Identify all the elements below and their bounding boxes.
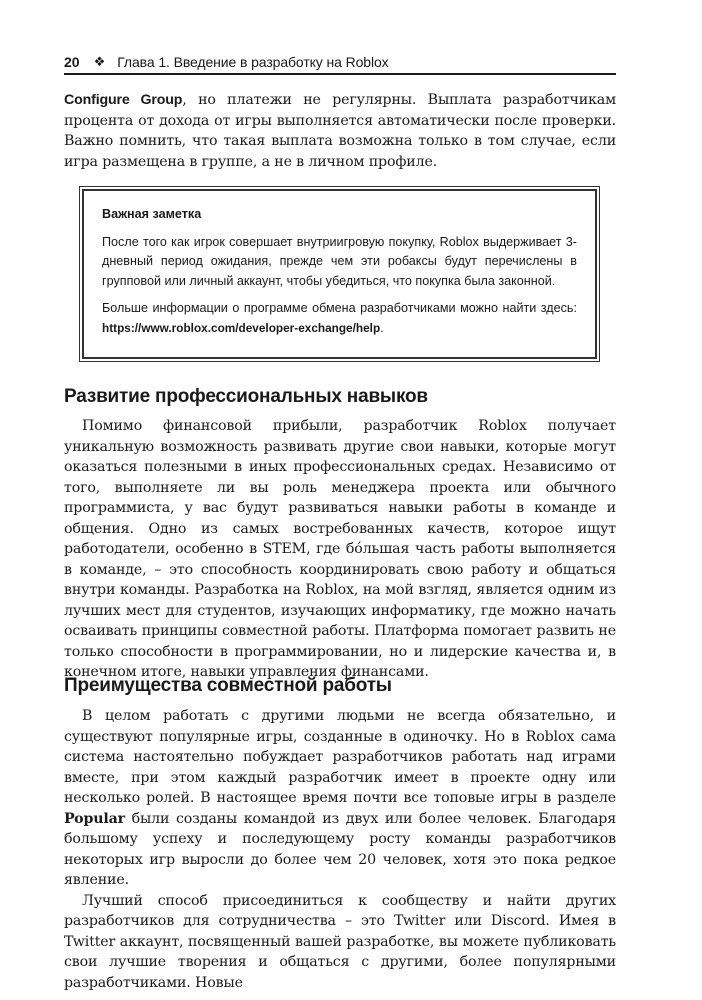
section2-p1-after: были созданы командой из двух или более человек. Благодаря большому успеху и последующему росту команды разработчиков некоторых игр выросли до более чем 20 человек, хотя это пока редкое явление. xyxy=(64,810,616,888)
page-number: 20 xyxy=(64,54,80,70)
section2-body xyxy=(64,706,616,993)
section2-paragraph-1 xyxy=(64,706,616,891)
section-heading-professional-skills: Развитие профессиональных навыков xyxy=(64,386,428,407)
section2-p1-before: В целом работать с другими людьми не всегда обязательно, и существуют популярные игры, созданные в одиночку. Но в Roblox сама система настоятельно побуждает разработчиков работать над играми вместе, при этом каждый разработчик имеет в проекте одну или несколько ролей. В настоящее время почти все топовые игры в разделе xyxy=(64,708,616,806)
section-heading-collaboration: Преимущества совместной работы xyxy=(64,675,392,696)
diamond-separator-icon: ❖ xyxy=(93,54,106,69)
intro-paragraph xyxy=(64,90,616,172)
configure-group-term: Configure Group xyxy=(64,92,183,108)
developer-exchange-link[interactable]: https://www.roblox.com/developer-exchange/help xyxy=(102,320,381,335)
note-title: Важная заметка xyxy=(102,207,202,221)
running-header xyxy=(64,50,616,75)
note-paragraph-1: После того как игрок совершает внутриигровую покупку, Roblox выдерживает 3-дневный период ожидания, прежде чем эти робаксы будут перечислены в групповой или личный аккаунт, чтобы убедиться, что покупка была законной. xyxy=(102,234,577,288)
chapter-title: Глава 1. Введение в разработку на Roblox xyxy=(117,54,389,70)
popular-term: Popular xyxy=(64,810,125,827)
note-paragraph-2-text: Больше информации о программе обмена разработчиками можно найти здесь: xyxy=(102,301,577,315)
intro-text: , но платежи не регулярны. Выплата разработчикам процента от дохода от игры выполняется автоматически после проверки. Важно помнить, что такая выплата возможна только в том случае, если игра размещена в группе, а не в личном профиле. xyxy=(64,92,616,170)
note-paragraph-2-end: . xyxy=(380,320,384,335)
section2-paragraph-2: Лучший способ присоединиться к сообществу и найти других разработчиков для сотрудничества – это Twitter или Discord. Имея в Twitter аккаунт, посвященный вашей разработке, вы можете публиковать свои лучшие творения и общаться с другими, более популярными разработчиками. Новые xyxy=(64,892,616,991)
section1-body xyxy=(64,416,616,683)
important-note-box xyxy=(82,189,597,359)
section1-paragraph: Помимо финансовой прибыли, разработчик Roblox получает уникальную возможность развивать другие свои навыки, которые могут оказаться полезными в иных профессиональных средах. Независимо от того, выполняете ли вы роль менеджера проекта или обычного программиста, у вас будут развиваться навыки работы в команде и общения. Одно из самых востребованных качеств, которое ищут работодатели, особенно в STEM, где бóльшая часть работы выполняется в команде, – это способность координировать свою работу и общаться внутри команды. Разработка на Roblox, на мой взгляд, является одним из лучших мест для студентов, изучающих информатику, где можно начать осваивать принципы совместной работы. Платформа помогает развить не только способности в программировании, но и лидерские качества и, в конечном итоге, навыки управления финансами. xyxy=(64,418,616,680)
note-paragraph-2 xyxy=(102,299,577,338)
